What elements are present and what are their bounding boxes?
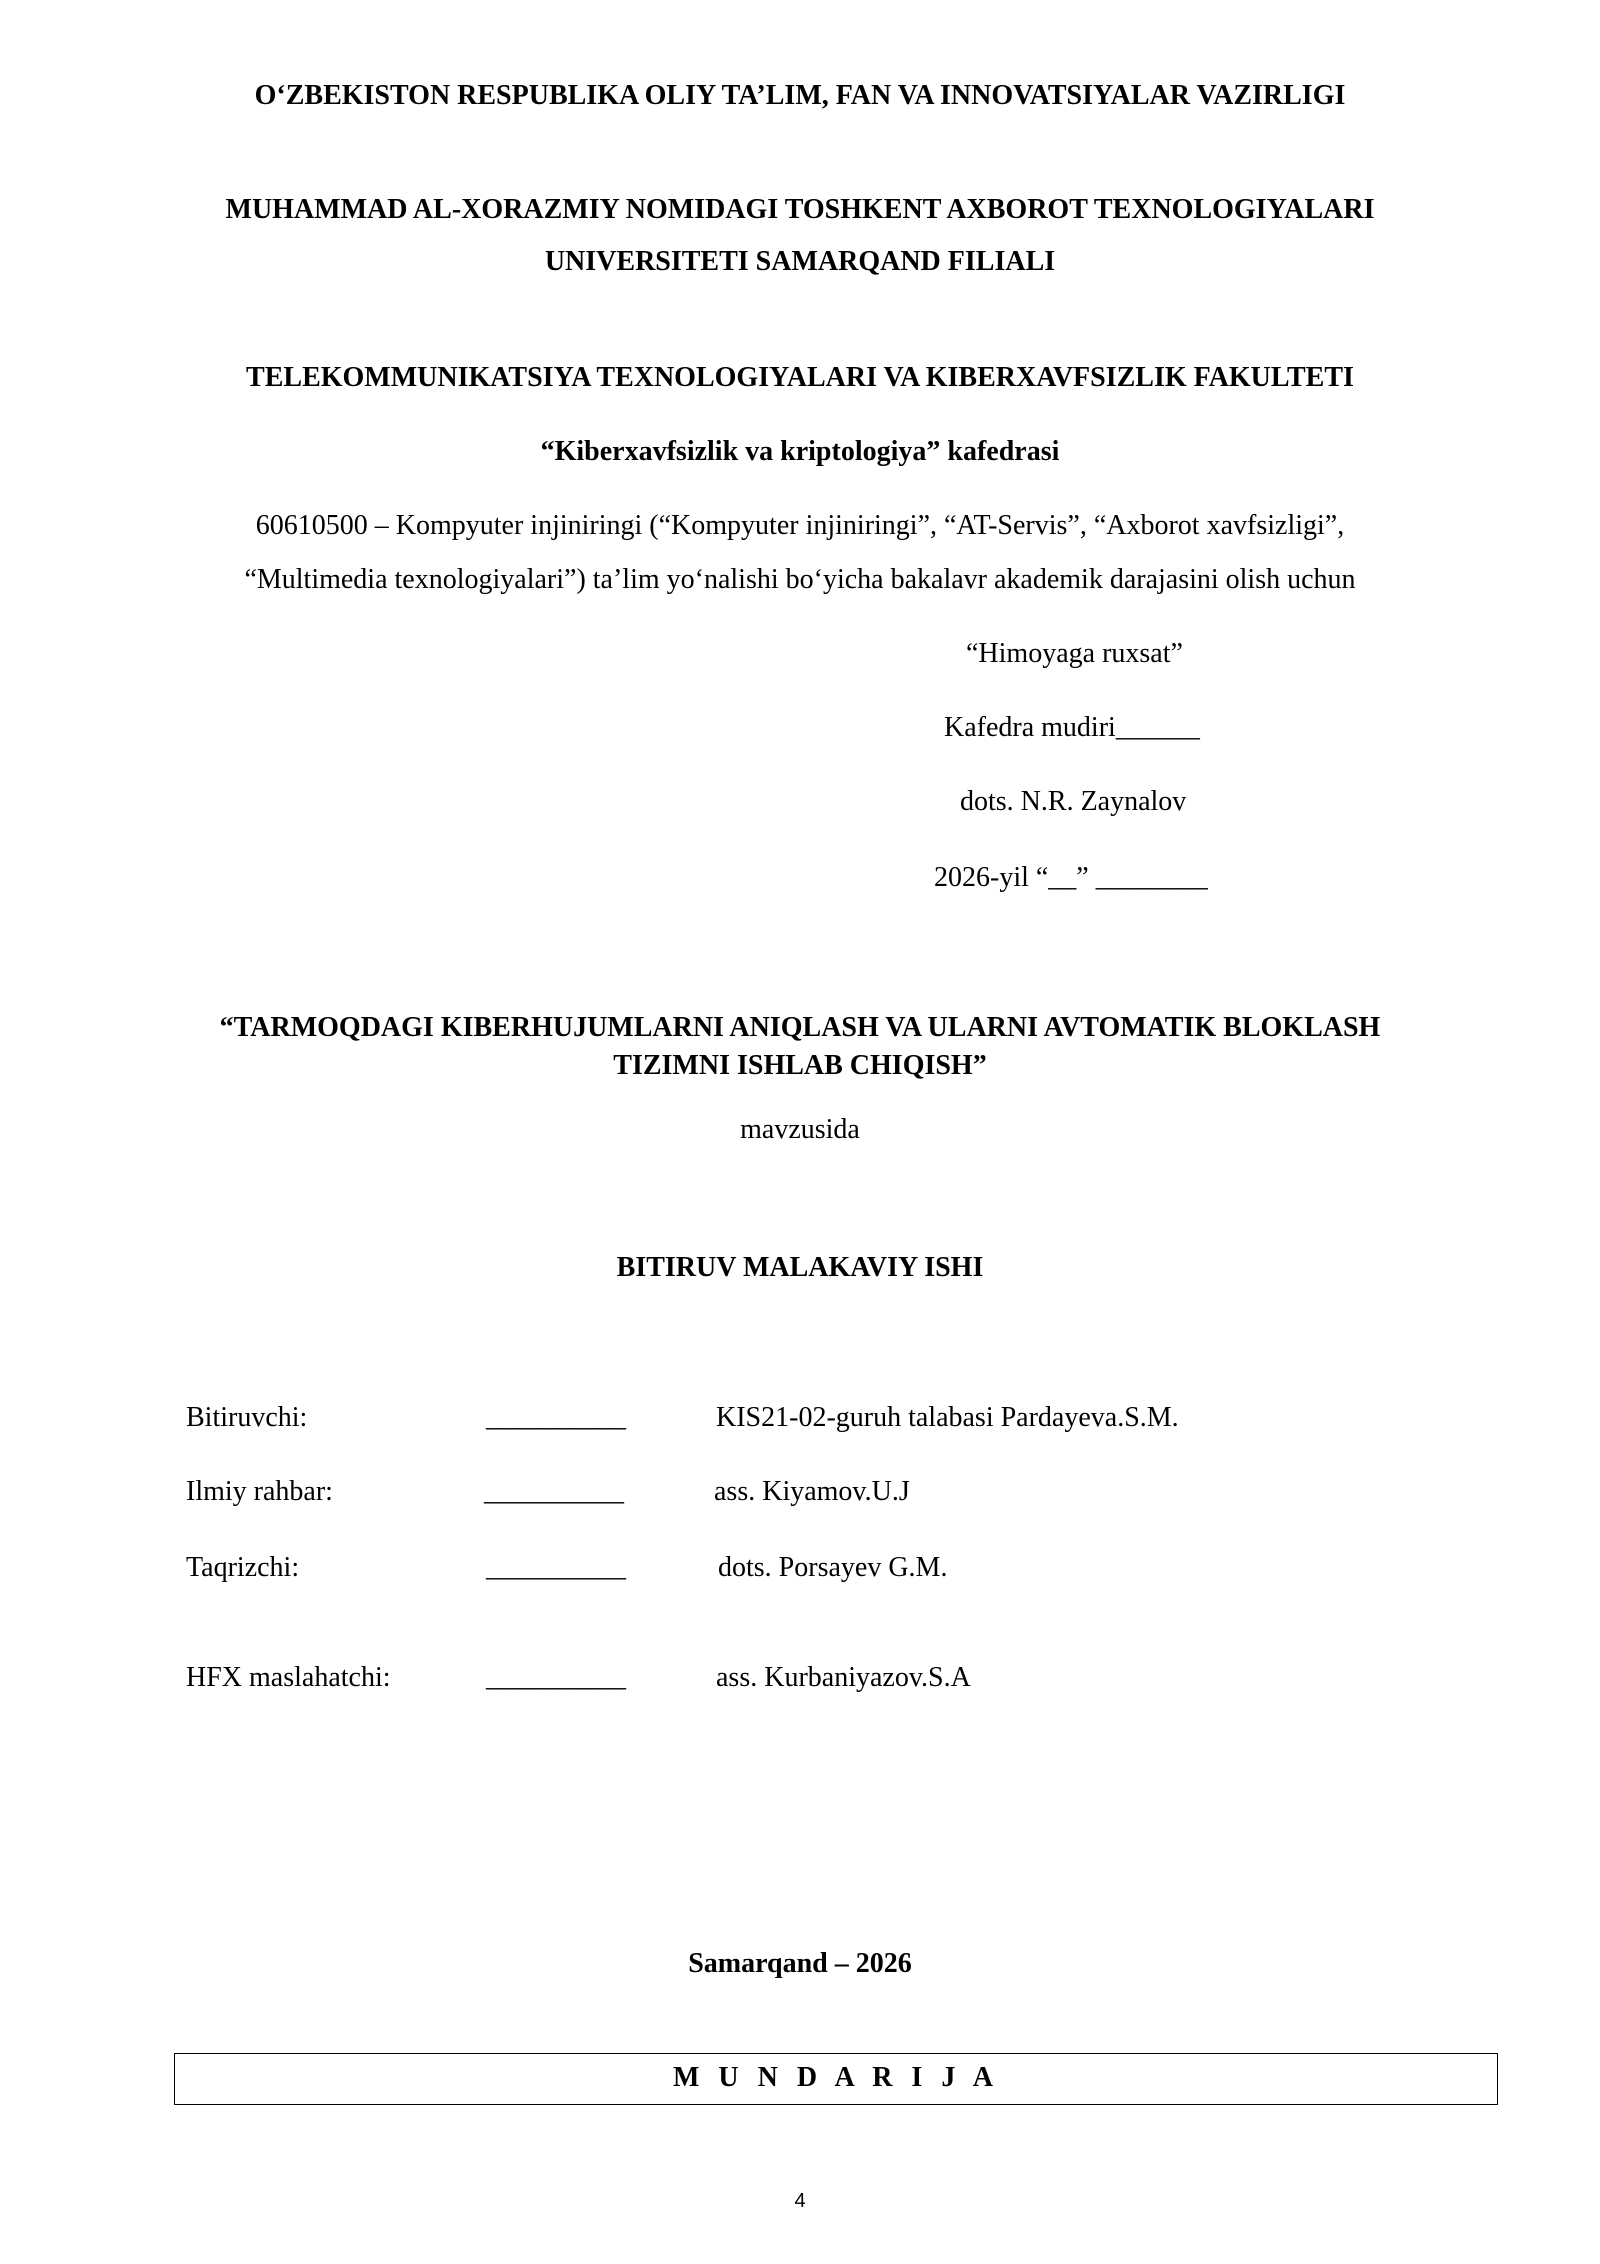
signature-line: __________ — [486, 1552, 626, 1583]
signature-row-reviewer — [0, 1552, 1600, 1592]
thesis-subtitle: mavzusida — [740, 1114, 860, 1145]
approval-date: 2026-yil “__” ________ — [934, 862, 1208, 893]
approval-head-label: Kafedra mudiri______ — [944, 712, 1200, 743]
signature-row-graduate — [0, 1402, 1600, 1442]
program-line2: “Multimedia texnologiyalari”) ta’lim yo‘nalishi bo‘yicha bakalavr akademik darajasini olish uchun — [244, 564, 1356, 595]
signature-row-supervisor — [0, 1476, 1600, 1516]
thesis-title-line1: “TARMOQDAGI KIBERHUJUMLARNI ANIQLASH VA ULARNI AVTOMATIK BLOKLASH — [219, 1012, 1381, 1043]
signature-line: __________ — [486, 1402, 626, 1433]
signature-role: Taqrizchi: — [186, 1552, 300, 1583]
signature-row-consultant — [0, 1662, 1600, 1702]
signature-line: __________ — [486, 1662, 626, 1693]
faculty-heading: TELEKOMMUNIKATSIYA TEXNOLOGIYALARI VA KIBERXAVFSIZLIK FAKULTETI — [246, 362, 1354, 393]
signature-name: KIS21-02-guruh talabasi Pardayeva.S.M. — [716, 1402, 1179, 1433]
city-year: Samarqand – 2026 — [688, 1948, 912, 1979]
signature-role: Ilmiy rahbar: — [186, 1476, 333, 1507]
signature-name: ass. Kiyamov.U.J — [714, 1476, 910, 1507]
page-number: 4 — [794, 2190, 806, 2212]
signature-role: Bitiruvchi: — [186, 1402, 308, 1433]
signature-name: ass. Kurbaniyazov.S.A — [716, 1662, 971, 1693]
university-heading-line2: UNIVERSITETI SAMARQAND FILIALI — [544, 246, 1056, 277]
department-heading: “Kiberxavfsizlik va kriptologiya” kafedrasi — [540, 436, 1060, 467]
signature-line: __________ — [484, 1476, 624, 1507]
approval-head-name: dots. N.R. Zaynalov — [960, 786, 1187, 817]
thesis-type: BITIRUV MALAKAVIY ISHI — [616, 1252, 984, 1283]
table-of-contents-box — [174, 2053, 1498, 2105]
thesis-title-line2: TIZIMNI ISHLAB CHIQISH” — [613, 1050, 987, 1081]
table-of-contents-title: M U N D A R I J A — [672, 2062, 999, 2093]
university-heading-line1: MUHAMMAD AL-XORAZMIY NOMIDAGI TOSHKENT AXBOROT TEXNOLOGIYALARI — [225, 194, 1375, 225]
approval-title: “Himoyaga ruxsat” — [966, 638, 1183, 669]
program-line1: 60610500 – Kompyuter injiniringi (“Kompyuter injiniringi”, “AT-Servis”, “Axborot xavfsizligi”, — [255, 510, 1345, 541]
signature-role: HFX maslahatchi: — [186, 1662, 391, 1693]
ministry-heading: O‘ZBEKISTON RESPUBLIKA OLIY TA’LIM, FAN VA INNOVATSIYALAR VAZIRLIGI — [254, 80, 1346, 111]
signature-name: dots. Porsayev G.M. — [718, 1552, 948, 1583]
